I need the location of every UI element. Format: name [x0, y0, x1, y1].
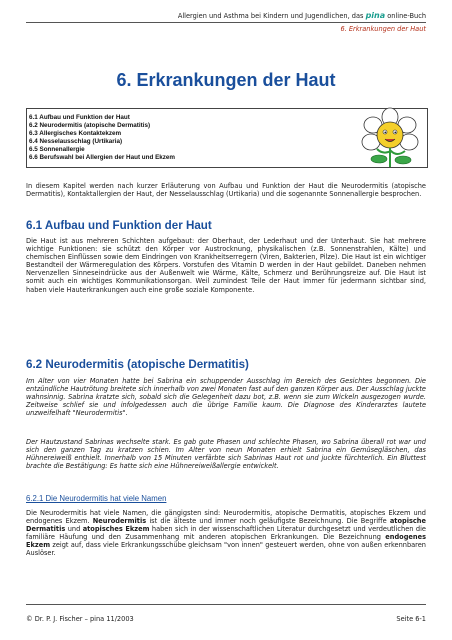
running-header [26, 11, 426, 20]
footer-rule [26, 604, 426, 605]
section-6-1-text: Die Haut ist aus mehreren Schichten aufgebaut: der Oberhaut, der Lederhaut und der Unterhaut. Sie hat mehrere wichtige Funktionen: sie schützt den Körper vor Austrocknung, physikalischen (z.B. Sonnenstrahlen, Kälte) und chemischen Einflüssen sowie dem Eindringen von Krankheitserregern (Viren, Bakterien, Pilze). Die Haut ist ein wichtiger Bestandteil der Wärmeregulation des Körpers. Vorstufen des Vitamin D werden in der Haut gebildet. Daneben nehmen Nervenzellen Sinneseindrücke aus der Außenwelt wie Wärme, Kälte, Schmerz und Berührungsreize auf. Die Haut ist somit auch ein wichtiges Kommunikationsorgan. Weil zumindest Teile der Haut immer für jedermann sichtbar sind, haben viele Hauterkrankungen auch eine große soziale Komponente. [26, 237, 426, 294]
section-heading-6-2: 6.2 Neurodermitis (atopische Dermatitis) [26, 358, 249, 371]
header-text-after: online-Buch [387, 12, 426, 20]
header-rule [26, 22, 426, 23]
toc-list [29, 114, 175, 161]
toc-item[interactable]: 6.3 Allergisches Kontaktekzem [29, 129, 122, 137]
header-text: Allergien und Asthma bei Kindern und Jugendlichen, das [177, 12, 364, 20]
page-title: 6. Erkrankungen der Haut [116, 70, 336, 90]
toc-box [26, 108, 428, 168]
copyright-text: © Dr. P. J. Fischer – pina 11/2003 [26, 615, 134, 623]
toc-item[interactable]: 6.1 Aufbau und Funktion der Haut [29, 114, 130, 121]
page-footer [26, 615, 426, 623]
keyword-atopisches-ekzem: atopisches Ekzem [82, 525, 150, 534]
case-paragraph-1: Im Alter von vier Monaten hatte bei Sabrina ein schuppender Ausschlag im Bereich des Gesichtes begonnen. Die entzündliche Hautrötung breitete sich innerhalb von zwei Monaten fast auf den ganzen Körper aus. Der Ausschlag juckte wahnsinnig. Sabrina kratzte sich, sobald sich die Gelegenheit dazu bot, z.B. wenn sie zum Wickeln ausgezogen wurde. Zeitweise schlief sie und infolgedessen auch die übrige Familie kaum. Die Diagnose des Kinderarztes lautete unzweifelhaft "Neurodermitis". [26, 377, 426, 418]
keyword-neurodermitis: Neurodermitis [92, 517, 147, 526]
section-heading-6-1: 6.1 Aufbau und Funktion der Haut [26, 219, 212, 232]
keyword-endogenes-ekzem: endogenes Ekzem [26, 533, 426, 550]
chapter-reference: 6. Erkrankungen der Haut [340, 25, 426, 33]
toc-item[interactable]: 6.2 Neurodermitis (atopische Dermatitis) [29, 121, 151, 129]
keyword-atopische-dermatitis: atopische Dermatitis [26, 517, 426, 534]
pina-logo: pina [365, 11, 386, 20]
toc-item[interactable]: 6.4 Nesselausschlag (Urtikaria) [29, 137, 123, 145]
leaf-icon [395, 156, 411, 164]
intro-paragraph: In diesem Kapitel werden nach kurzer Erläuterung von Aufbau und Funktion der Haut die Neurodermitis (atopische Dermatitis), Kontaktallergien der Haut, der Nesselausschlag (Urtikaria) und die sogenannte Sonnenallergie besprochen. [26, 182, 426, 199]
leaf-icon [371, 155, 387, 163]
page-number: Seite 6-1 [396, 615, 426, 623]
case-paragraph-2: Der Hautzustand Sabrinas wechselte stark. Es gab gute Phasen und schlechte Phasen, wo Sabrina überall rot war und sich den ganzen Tag zu kratzen schien. Im Alter von neun Monaten erhielt Sabrina ein Gemüsegläschen, das Hühnereiweiß enthielt. Innerhalb von 15 Minuten verfärbte sich Sabrinas Haut rot und juckte fürchterlich. Ein Bluttest brachte die Bestätigung: Es hatte sich eine Hühnereiweißallergie entwickelt. [26, 438, 426, 471]
subsection-heading-6-2-1[interactable]: 6.2.1 Die Neurodermitis hat viele Namen [26, 494, 167, 503]
subsection-paragraph: Die Neurodermitis hat viele Namen, die gängigsten sind: Neurodermitis, atopische Dermatitis, atopisches Ekzem und endogenes Ekzem. Neurodermitis ist die älteste und immer noch geläufigste Bezeichnung. Die Begriffe atopische Dermatitis und atopisches Ekzem haben sich in der wissenschaftlichen Literatur durchgesetzt und verdeutlichen die familiäre Häufung und den Zusammenhang mit anderen atopischen Erkrankungen. Die Bezeichnung endogenes Ekzem zeigt auf, dass viele Erkrankungsschübe gleichsam "von innen" gesteuert werden, ohne von außen erkennbaren Auslöser. [26, 509, 426, 558]
toc-item[interactable]: 6.5 Sonnenallergie [29, 145, 85, 153]
toc-item[interactable]: 6.6 Berufswahl bei Allergien der Haut und Ekzem [29, 153, 176, 161]
flower-face-icon [377, 122, 403, 148]
flower-illustration [357, 107, 423, 169]
